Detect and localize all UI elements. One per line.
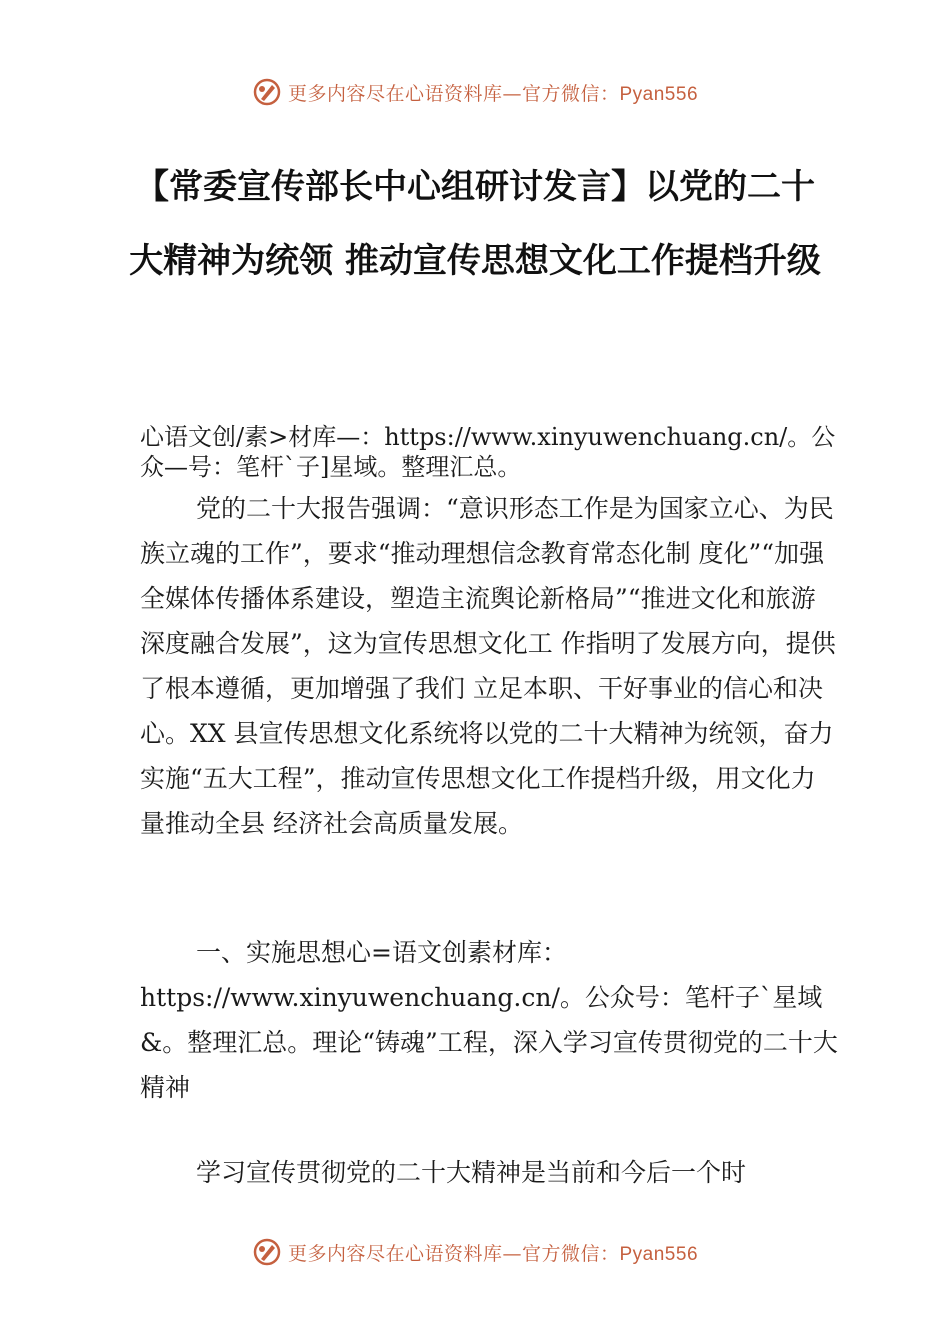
watermark-banner-bottom	[0, 1232, 950, 1272]
pen-logo-icon	[252, 1237, 282, 1267]
document-title: 【常委宣传部长中心组研讨发言】以党的二十大精神为统领 推动宣传思想文化工作提档升级	[129, 167, 821, 281]
watermark-banner-top	[0, 72, 950, 112]
section-heading-1: 一、实施思想心=语文创素材库：https://www.xinyuwenchuang.cn/。公众号：笔杆子`星域&。整理汇总。理论“铸魂”工程，深入学习宣传贯彻党的二十大精神	[140, 938, 838, 1102]
paragraph-intro: 党的二十大报告强调：“意识形态工作是为国家立心、为民族立魂的工作”，要求“推动理想信念教育常态化制 度化”“加强全媒体传播体系建设，塑造主流舆论新格局”“推进文化和旅游深度融合发展”，这为宣传思想文化工 作指明了发展方向，提供了根本遵循，更加增强了我们 立足本职、干好事业的信心和决心。XX 县宣传思想文化系统将以党的二十大精神为统领，奋力实施“五大工程”，推动宣传思想文化工作提档升级，用文化力量推动全县 经济社会高质量发展。	[140, 494, 836, 838]
paragraph-section-1: 学习宣传贯彻党的二十大精神是当前和今后一个时	[196, 1158, 747, 1187]
watermark-text: 更多内容尽在心语资料库—官方微信：Pyan556	[287, 82, 699, 105]
pen-logo-icon	[252, 77, 282, 107]
watermark-text: 更多内容尽在心语资料库—官方微信：Pyan556	[287, 1242, 699, 1265]
source-line: 心语文创/素>材库—：https://www.xinyuwenchuang.cn/。公众—号：笔杆`子]星域。整理汇总。	[140, 423, 836, 481]
